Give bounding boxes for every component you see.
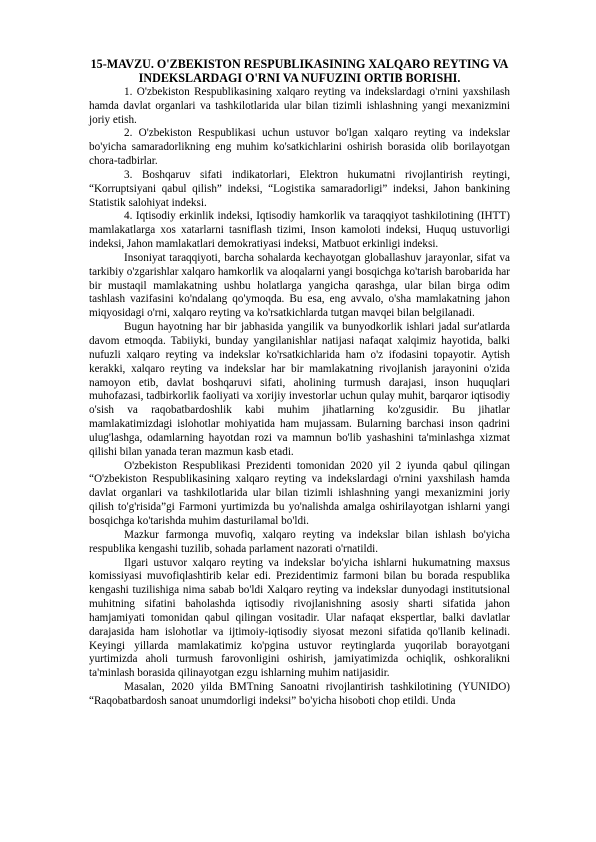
document-page xyxy=(89,57,510,709)
paragraph-7: O'zbekiston Respublikasi Prezidenti tomonidan 2020 yil 2 iyunda qabul qilingan “O'zbekiston Respublikasining xalqaro reyting va indekslardagi o'rnini yaxshilash hamda davlat organlari va tashkilotlarida ular bilan tizimli ishlashning yangi mexanizmini joriy qilish to'g'risida”gi Farmoni yurtimizda bu yo'nalishda amalga oshirilayotgan ishlarni yangi bosqichga ko'tarishda muhim dasturilamal bo'ldi. xyxy=(89,459,510,527)
document-title: 15-MAVZU. O'ZBEKISTON RESPUBLIKASINING XALQARO REYTING VA INDEKSLARDAGI O'RNI VA NUFUZINI ORTIB BORISHI. xyxy=(90,57,509,86)
paragraph-6: Bugun hayotning har bir jabhasida yangilik va bunyodkorlik ishlari jadal sur'atlarda davom etmoqda. Tabiiyki, bunday yangilanishlar natijasi nafaqat xalqimiz hayotida, balki nufuzli xalqaro reyting va indekslar ko'rsatkichlarida ham o'z ifodasini topayotir. Aytish kerakki, xalqaro reyting va indekslar har bir mamlakatning rivojlanish jarayonini o'zida namoyon etib, davlat boshqaruvi sifati, aholining turmush darajasi, inson huquqlari muhofazasi, tadbirkorlik faoliyati va xorijiy investorlar uchun qulay muhit, barqaror iqtisodiy o'sish va raqobatbardoshlik kabi muhim jihatlarning ko'zgusidir. Bu jihatlar mamlakatimizdagi islohotlar mohiyatida ham mujassam. Bularning barchasi inson qadrini ulug'lashga, odamlarning hayotdan rozi va mamnun bo'lib yashashini ta'minlashga xizmat qilishi bilan yanada teran mazmun kasb etadi. xyxy=(89,321,510,458)
paragraph-1: 1. O'zbekiston Respublikasining xalqaro reyting va indekslardagi o'rnini yaxshilash hamda davlat organlari va tashkilotlarida ular bilan tizimli ishlashning yangi mexanizmini joriy etish. xyxy=(89,85,510,126)
paragraph-3: 3. Boshqaruv sifati indikatorlari, Elektron hukumatni rivojlantirish reytingi, “Korruptsiyani qabul qilish” indeksi, “Logistika samaradorligi” indeksi, Jahon bankining Statistik salohiyat indeksi. xyxy=(89,168,510,209)
paragraph-9: Ilgari ustuvor xalqaro reyting va indekslar bo'yicha ishlarni hukumatning maxsus komissiyasi muvofiqlashtirib kelar edi. Prezidentimiz farmoni bilan bu borada respublika kengashi tuzilishiga nima sabab bo'ldi Xalqaro reyting va indekslar dunyodagi institutsional muhitning sifatini baholashda iqtisodiy rivojlanishning asosiy sharti sifatida jahon hamjamiyati tomonidan qabul qilingan vositadir. Ular nafaqat ekspertlar, balki davlatlar darajasida ham islohotlar va ijtimoiy-iqtisodiy siyosat mezoni sifatida qo'llanib kelinadi. Keyingi yillarda mamlakatimiz ko'pgina ustuvor reytinglarda yuqorilab borayotgani yurtimizda aholi turmush farovonligini oshirish, jamiyatimizda ochiqlik, oshkoralikni ta'minlash borasida qilinayotgan ezgu ishlarning muhim natijasidir. xyxy=(89,556,510,680)
paragraph-5: Insoniyat taraqqiyoti, barcha sohalarda kechayotgan globallashuv jarayonlar, sifat va tarkibiy o'zgarishlar xalqaro hamkorlik va aloqalarni yangi bosqichga ko'tarish barobarida har bir mustaqil mamlakatning ushbu holatlarga yangicha qarashga, ular bilan birga odim tashlash vazifasini ko'ndalang qo'ymoqda. Bu esa, eng avvalo, o'sha mamlakatning jahon miqyosidagi o'rni, xalqaro reyting va ko'rsatkichlarda tutgan mavqei bilan belgilanadi. xyxy=(89,251,510,320)
paragraph-2: 2. O'zbekiston Respublikasi uchun ustuvor bo'lgan xalqaro reyting va indekslar bo'yicha samaradorlikning eng muhim ko'satkichlarini oshirish borasida olib borilayotgan chora-tadbirlar. xyxy=(89,127,510,168)
paragraph-4: 4. Iqtisodiy erkinlik indeksi, Iqtisodiy hamkorlik va taraqqiyot tashkilotining (IHTT) mamlakatlarga xos xatarlarni tasniflash tizimi, Inson kamoloti indeksi, Huquq ustuvorligi indeksi, Jahon mamlakatlari demokratiyasi indeksi, Matbuot erkinligi indeksi. xyxy=(89,210,510,251)
paragraph-8: Mazkur farmonga muvofiq, xalqaro reyting va indekslar bilan ishlash bo'yicha respublika kengashi tuzilib, sohada parlament nazorati o'rnatildi. xyxy=(89,528,510,555)
paragraph-10: Masalan, 2020 yilda BMTning Sanoatni rivojlantirish tashkilotining (YUNIDO) “Raqobatbardosh sanoat unumdorligi indeksi” bo'yicha hisoboti chop etildi. Unda xyxy=(89,681,510,707)
